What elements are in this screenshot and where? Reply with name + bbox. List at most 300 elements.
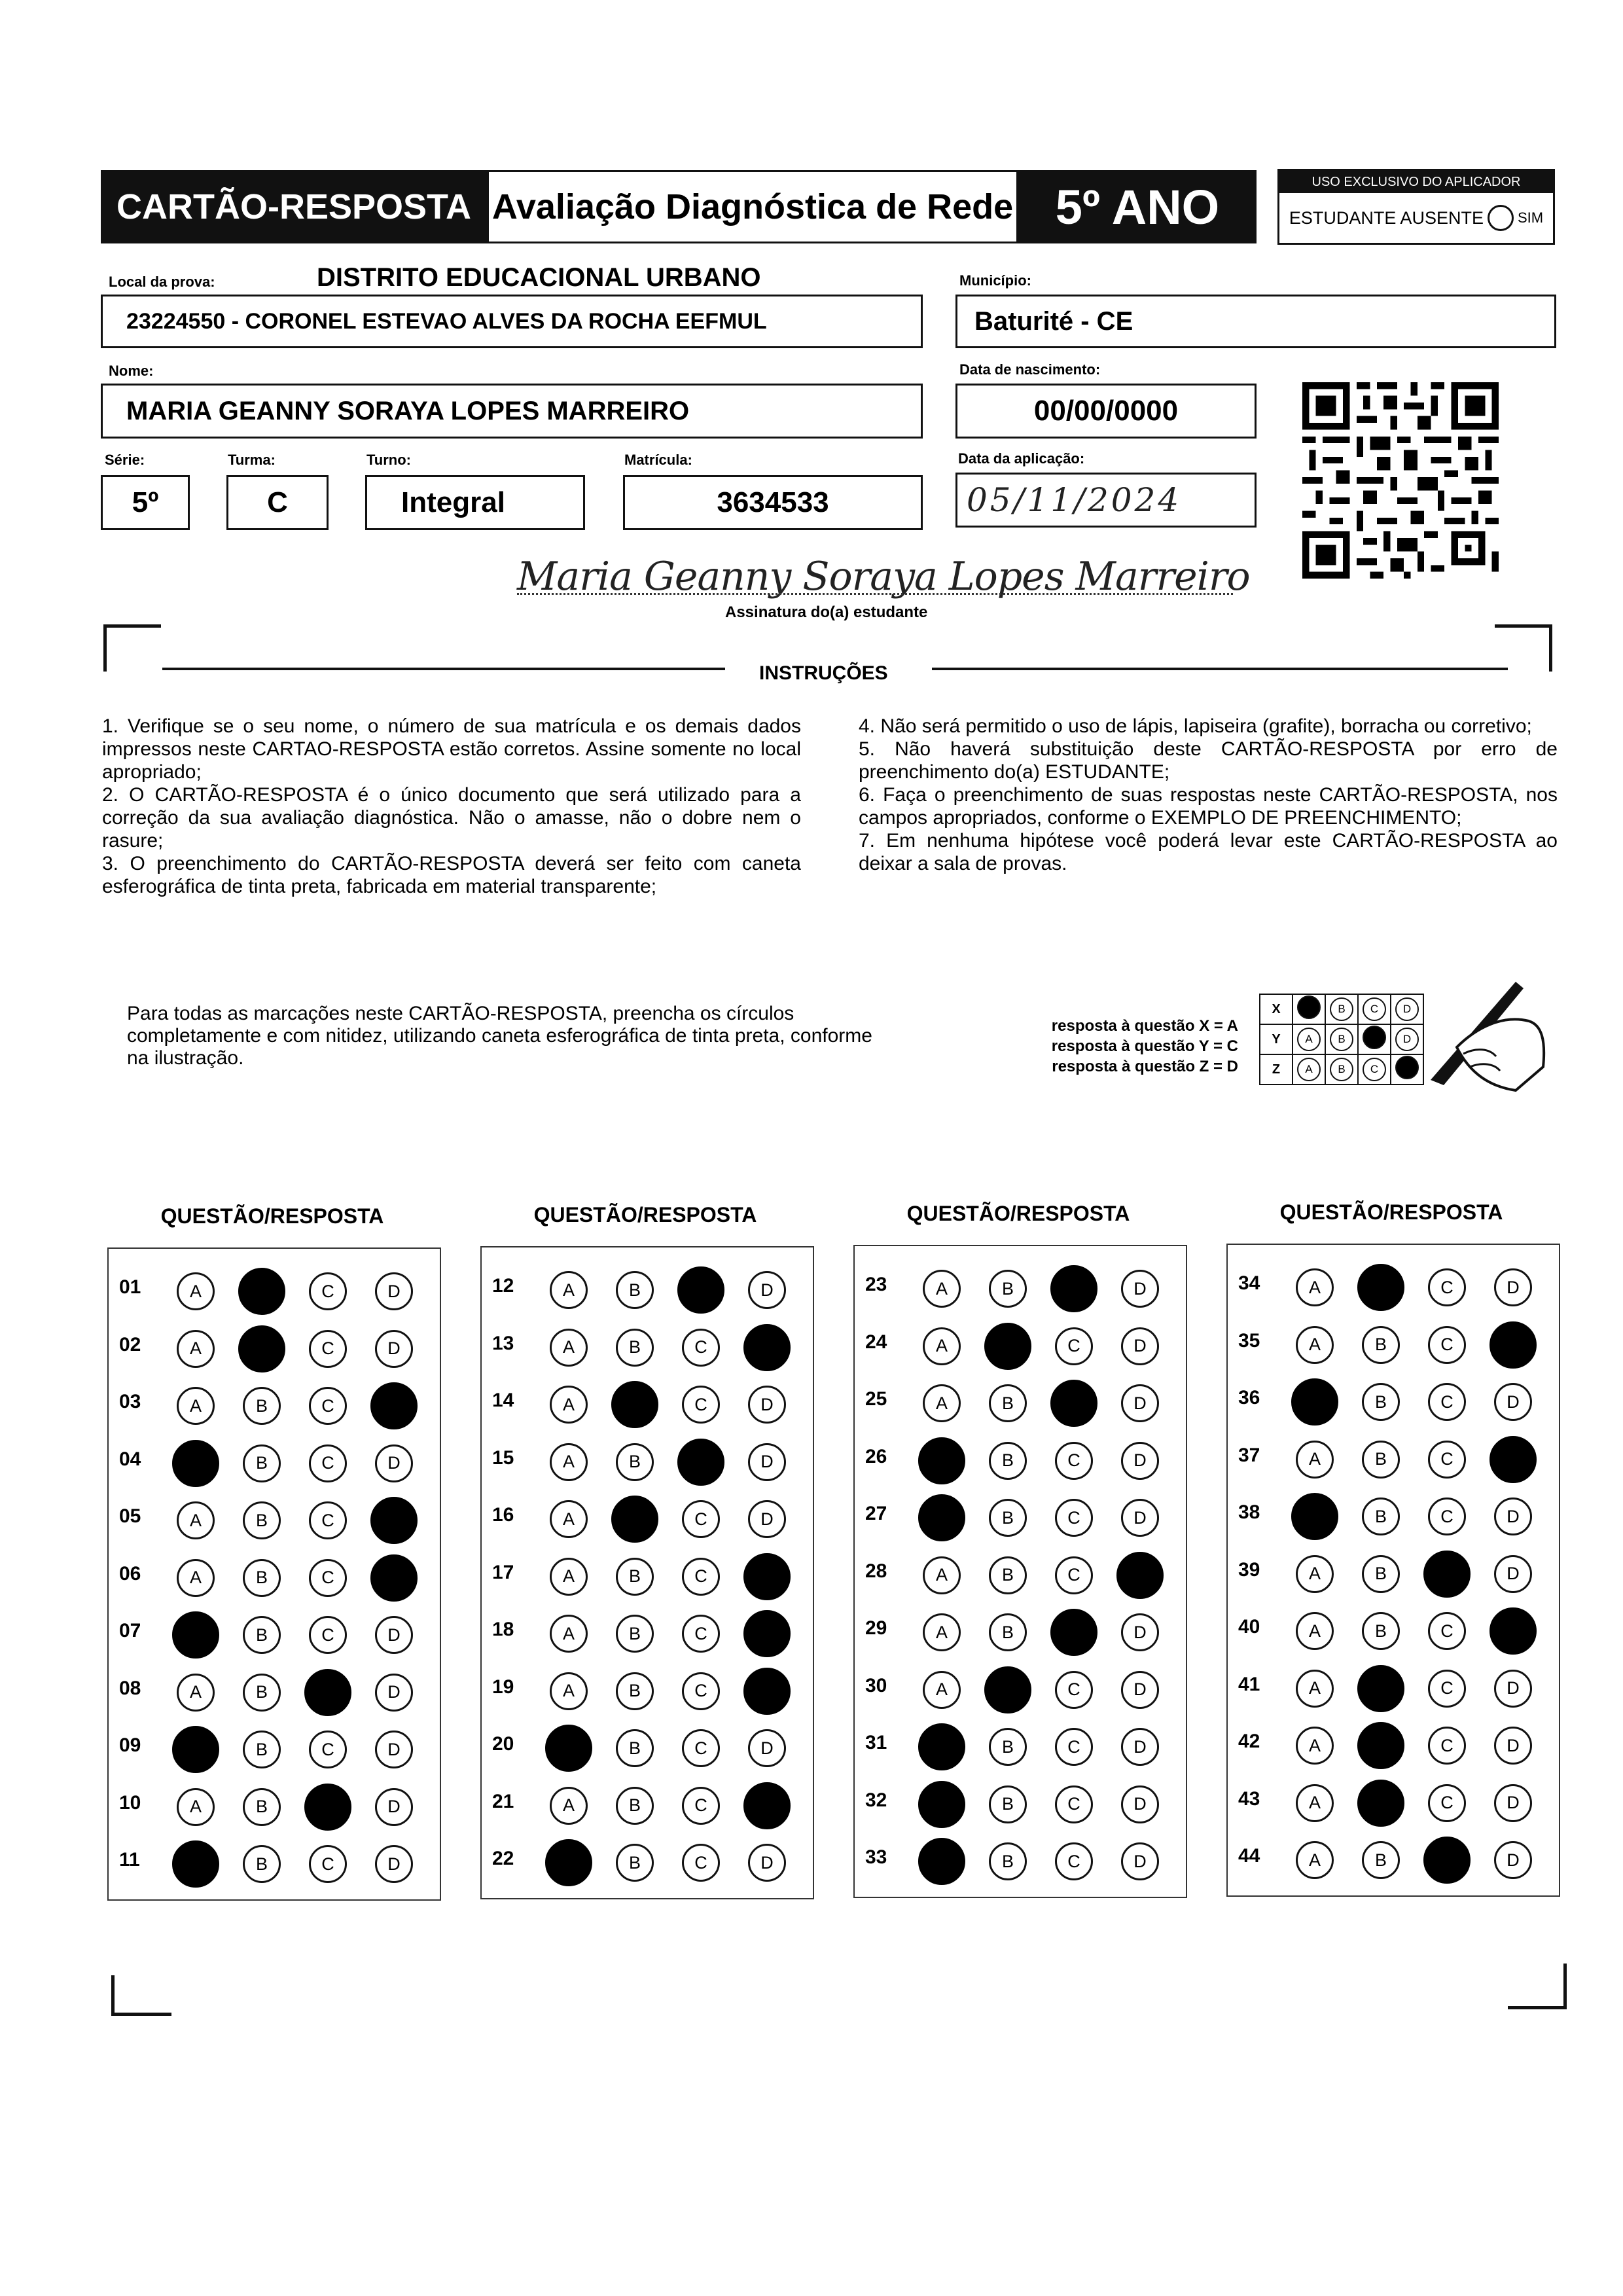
instruction-4: 4. Não será permitido o uso de lápis, lapiseira (grafite), borracha ou corretivo;: [859, 715, 1532, 737]
answer-bubble-d[interactable]: [370, 1382, 418, 1429]
answer-bubble-d[interactable]: D: [748, 1271, 786, 1309]
question-row: [482, 1374, 813, 1430]
answer-bubble-c[interactable]: C: [682, 1329, 720, 1367]
question-row: [109, 1833, 440, 1890]
answer-bubble-a[interactable]: A: [177, 1272, 215, 1310]
answer-bubble-d[interactable]: [370, 1554, 418, 1602]
question-row: [855, 1430, 1186, 1486]
answer-bubble-b[interactable]: B: [989, 1442, 1027, 1480]
example-legend-z: resposta à questão Z = D: [1052, 1058, 1238, 1075]
answer-bubble-c[interactable]: C: [1055, 1442, 1093, 1480]
answer-bubble-b[interactable]: B: [1362, 1498, 1400, 1535]
question-row: [109, 1719, 440, 1775]
answer-bubble-c[interactable]: C: [309, 1272, 347, 1310]
answer-bubble-d[interactable]: D: [375, 1845, 413, 1883]
answer-bubble-b[interactable]: B: [616, 1729, 654, 1767]
turno-label: Turno:: [366, 452, 412, 468]
municipio-field: [955, 295, 1556, 348]
instructions-title: INSTRUÇÕES: [759, 662, 888, 684]
example-legend-x: resposta à questão X = A: [1051, 1017, 1238, 1035]
answer-bubble-a[interactable]: A: [550, 1787, 588, 1825]
answer-bubble-a[interactable]: A: [550, 1386, 588, 1424]
instructions-right: [859, 715, 1558, 875]
answer-bubble-d[interactable]: D: [1121, 1384, 1159, 1422]
answer-bubble-b[interactable]: B: [616, 1329, 654, 1367]
answer-bubble-d[interactable]: [1489, 1607, 1537, 1655]
example-cell: [1325, 1024, 1358, 1054]
answer-bubble-b[interactable]: B: [243, 1845, 281, 1883]
answer-bubble-a[interactable]: [918, 1781, 965, 1828]
answer-bubble-a[interactable]: A: [550, 1615, 588, 1653]
crop-mark-top-left-v: [103, 624, 107, 672]
card-title: CARTÃO-RESPOSTA: [101, 170, 487, 243]
example-row-label: Y: [1260, 1024, 1293, 1054]
answer-bubble-a[interactable]: A: [1296, 1555, 1334, 1593]
matricula-label: Matrícula:: [624, 452, 692, 468]
answer-bubble-a[interactable]: A: [1296, 1326, 1334, 1364]
answer-bubble-d[interactable]: D: [748, 1443, 786, 1481]
answer-bubble-d[interactable]: D: [375, 1272, 413, 1310]
answer-bubble-b[interactable]: [984, 1323, 1031, 1370]
answer-bubble-a[interactable]: A: [1296, 1268, 1334, 1306]
question-number: 33: [865, 1846, 887, 1868]
question-number: 36: [1238, 1387, 1260, 1408]
example-bubble-a: A: [1297, 1028, 1321, 1051]
aplicador-label: USO EXCLUSIVO DO APLICADOR: [1279, 171, 1553, 193]
example-row: [1260, 1054, 1423, 1085]
absent-label: ESTUDANTE AUSENTE: [1289, 207, 1484, 228]
answer-bubble-d[interactable]: D: [375, 1674, 413, 1712]
example-row: [1260, 1024, 1423, 1054]
question-number: 41: [1238, 1673, 1260, 1695]
answer-bubble-b[interactable]: B: [1362, 1555, 1400, 1593]
question-number: 19: [492, 1676, 514, 1698]
answer-bubble-c[interactable]: C: [1428, 1612, 1466, 1650]
answer-bubble-d[interactable]: [743, 1324, 791, 1371]
question-number: 26: [865, 1445, 887, 1467]
question-row: [482, 1546, 813, 1602]
answer-bubble-a[interactable]: A: [550, 1500, 588, 1538]
answer-bubble-c[interactable]: [1423, 1837, 1471, 1884]
answer-bubble-a[interactable]: [172, 1726, 219, 1773]
answer-bubble-d[interactable]: D: [1494, 1670, 1532, 1708]
example-cell: [1358, 1024, 1391, 1054]
answer-bubble-b[interactable]: B: [989, 1384, 1027, 1422]
answers-column-title: QUESTÃO/RESPOSTA: [160, 1204, 384, 1228]
answer-bubble-c[interactable]: C: [682, 1672, 720, 1710]
question-number: 16: [492, 1504, 514, 1526]
answer-bubble-d[interactable]: [743, 1668, 791, 1715]
question-number: 07: [119, 1620, 141, 1641]
question-number: 13: [492, 1332, 514, 1354]
answer-bubble-a[interactable]: [172, 1611, 219, 1659]
answer-bubble-d[interactable]: [743, 1610, 791, 1657]
answer-bubble-b[interactable]: B: [989, 1613, 1027, 1651]
answer-bubble-d[interactable]: D: [1121, 1842, 1159, 1880]
answer-bubble-d[interactable]: D: [748, 1844, 786, 1882]
answer-bubble-c[interactable]: C: [309, 1387, 347, 1425]
answer-bubble-d[interactable]: D: [1121, 1671, 1159, 1709]
answer-bubble-b[interactable]: B: [989, 1556, 1027, 1594]
instruction-1: 1. Verifique se o seu nome, o número de sua matrícula e os demais dados impressos neste CARTAO-RESPOSTA estão corretos. Assine somente no local apropriado;: [102, 715, 801, 783]
question-row: [109, 1776, 440, 1833]
answer-bubble-c[interactable]: C: [309, 1559, 347, 1597]
nome-label: Nome:: [109, 363, 154, 379]
question-row: [1228, 1772, 1559, 1829]
answer-bubble-d[interactable]: [1489, 1436, 1537, 1483]
question-number: 24: [865, 1331, 887, 1353]
answer-bubble-b[interactable]: B: [243, 1501, 281, 1539]
question-number: 05: [119, 1505, 141, 1527]
aplicador-box: [1277, 169, 1555, 245]
answer-bubble-b[interactable]: B: [989, 1785, 1027, 1823]
example-bubble-c: C: [1363, 1058, 1386, 1081]
answer-bubble-c[interactable]: [1050, 1265, 1097, 1312]
answer-bubble-b[interactable]: B: [243, 1616, 281, 1654]
answer-bubble-b[interactable]: B: [243, 1788, 281, 1826]
answer-bubble-b[interactable]: B: [616, 1271, 654, 1309]
answer-bubble-c[interactable]: C: [1428, 1441, 1466, 1479]
answer-bubble-c[interactable]: C: [1055, 1842, 1093, 1880]
question-number: 15: [492, 1446, 514, 1469]
question-number: 42: [1238, 1731, 1260, 1752]
question-number: 28: [865, 1560, 887, 1582]
answer-bubble-a[interactable]: [545, 1725, 592, 1772]
answer-bubble-a[interactable]: A: [177, 1330, 215, 1368]
answer-bubble-b[interactable]: B: [243, 1387, 281, 1425]
turma-field: [226, 475, 329, 530]
question-row: [482, 1832, 813, 1888]
answer-bubble-c[interactable]: [304, 1784, 351, 1831]
answer-bubble-b[interactable]: B: [616, 1558, 654, 1596]
question-row: [855, 1487, 1186, 1543]
question-row: [855, 1316, 1186, 1372]
question-row: [855, 1258, 1186, 1314]
question-row: [855, 1774, 1186, 1830]
crop-mark-bottom-right: [1508, 2006, 1567, 2009]
municipio-label: Município:: [959, 272, 1031, 289]
answer-bubble-b[interactable]: B: [989, 1842, 1027, 1880]
answer-bubble-b[interactable]: B: [1362, 1383, 1400, 1421]
answer-bubble-b[interactable]: B: [616, 1787, 654, 1825]
instructions-rule-left: [162, 668, 725, 670]
question-number: 37: [1238, 1444, 1260, 1466]
answer-bubble-a[interactable]: [1291, 1378, 1338, 1426]
answer-bubble-b[interactable]: B: [243, 1674, 281, 1712]
answer-bubble-a[interactable]: A: [923, 1671, 961, 1709]
answer-bubble-c[interactable]: C: [1055, 1671, 1093, 1709]
answer-bubble-b[interactable]: [1357, 1780, 1404, 1827]
answer-bubble-a[interactable]: A: [923, 1556, 961, 1594]
answer-bubble-b[interactable]: B: [616, 1443, 654, 1481]
answer-bubble-a[interactable]: A: [1296, 1612, 1334, 1650]
answer-bubble-b[interactable]: B: [243, 1731, 281, 1768]
example-bubble-a: A: [1297, 1058, 1321, 1081]
local-label: Local da prova:: [109, 274, 215, 290]
answer-bubble-c[interactable]: C: [1428, 1268, 1466, 1306]
answer-bubble-d[interactable]: D: [375, 1444, 413, 1482]
answer-bubble-c[interactable]: C: [682, 1615, 720, 1653]
answer-bubble-a[interactable]: A: [1296, 1784, 1334, 1822]
hand-pen-icon: [1418, 975, 1548, 1093]
answer-bubble-c[interactable]: C: [1055, 1556, 1093, 1594]
serie-value: 5º: [132, 486, 159, 518]
answer-bubble-a[interactable]: A: [1296, 1841, 1334, 1879]
answer-bubble-a[interactable]: A: [923, 1327, 961, 1365]
question-number: 03: [119, 1391, 141, 1412]
answer-bubble-a[interactable]: A: [923, 1270, 961, 1308]
answer-bubble-d[interactable]: D: [375, 1330, 413, 1368]
answer-bubble-b[interactable]: [984, 1666, 1031, 1713]
answer-bubble-c[interactable]: C: [682, 1558, 720, 1596]
answer-bubble-b[interactable]: [611, 1496, 658, 1543]
absent-option: SIM: [1517, 209, 1544, 226]
answer-bubble-d[interactable]: D: [1494, 1784, 1532, 1822]
answer-bubble-d[interactable]: D: [375, 1731, 413, 1768]
answer-bubble-d[interactable]: [743, 1553, 791, 1600]
answer-bubble-a[interactable]: A: [177, 1788, 215, 1826]
answer-bubble-b[interactable]: [1357, 1722, 1404, 1769]
question-number: 11: [119, 1849, 140, 1871]
answer-bubble-a[interactable]: [918, 1494, 965, 1541]
answer-bubble-c[interactable]: C: [1428, 1498, 1466, 1535]
answer-bubble-a[interactable]: A: [550, 1672, 588, 1710]
answer-bubble-b[interactable]: B: [989, 1728, 1027, 1766]
answer-bubble-a[interactable]: A: [177, 1501, 215, 1539]
answer-bubble-d[interactable]: D: [1494, 1841, 1532, 1879]
answer-bubble-d[interactable]: D: [748, 1386, 786, 1424]
answer-bubble-c[interactable]: C: [309, 1731, 347, 1768]
answer-bubble-c[interactable]: C: [309, 1616, 347, 1654]
answer-bubble-d[interactable]: D: [375, 1788, 413, 1826]
question-row: [1228, 1600, 1559, 1657]
answer-bubble-d[interactable]: D: [1121, 1785, 1159, 1823]
answer-bubble-c[interactable]: C: [309, 1501, 347, 1539]
question-number: 04: [119, 1448, 141, 1470]
answer-bubble-a[interactable]: A: [550, 1271, 588, 1309]
answer-bubble-d[interactable]: [370, 1497, 418, 1544]
question-row: [855, 1659, 1186, 1715]
question-row: [109, 1261, 440, 1317]
question-row: [482, 1317, 813, 1373]
instruction-5: 5. Não haverá substituição deste CARTÃO-RESPOSTA por erro de preenchimento do(a) ESTUDANTE;: [859, 738, 1558, 783]
example-bubble-b: B: [1330, 1028, 1353, 1051]
answer-bubble-b[interactable]: B: [1362, 1441, 1400, 1479]
school-value: 23224550 - CORONEL ESTEVAO ALVES DA ROCHA EEFMUL: [126, 308, 767, 334]
answer-bubble-d[interactable]: D: [1121, 1613, 1159, 1651]
question-row: [855, 1831, 1186, 1887]
instructions-left: [102, 715, 801, 898]
crop-mark-bottom-right-v: [1563, 1964, 1567, 2009]
answer-bubble-b[interactable]: B: [616, 1615, 654, 1653]
answer-bubble-c[interactable]: C: [682, 1787, 720, 1825]
example-cell: [1325, 1054, 1358, 1085]
answers-column-title: QUESTÃO/RESPOSTA: [533, 1203, 757, 1227]
answer-bubble-c[interactable]: C: [1055, 1728, 1093, 1766]
example-table: [1259, 994, 1424, 1085]
answer-bubble-b[interactable]: B: [243, 1559, 281, 1597]
answer-bubble-d[interactable]: D: [1494, 1383, 1532, 1421]
answer-bubble-d[interactable]: D: [1494, 1268, 1532, 1306]
answer-bubble-d[interactable]: D: [1121, 1327, 1159, 1365]
answer-bubble-d[interactable]: [1116, 1552, 1164, 1599]
answer-bubble-c[interactable]: C: [682, 1500, 720, 1538]
answer-bubble-d[interactable]: D: [1494, 1555, 1532, 1593]
answer-bubble-a[interactable]: A: [923, 1613, 961, 1651]
answer-bubble-a[interactable]: [1291, 1493, 1338, 1540]
question-row: [855, 1372, 1186, 1429]
answer-bubble-b[interactable]: B: [1362, 1841, 1400, 1879]
matricula-value: 3634533: [717, 486, 829, 518]
instruction-3: 3. O preenchimento do CARTÃO-RESPOSTA deverá ser feito com caneta esferográfica de tinta preta, fabricada em material transparente;: [102, 853, 801, 897]
matricula-field: [623, 475, 923, 530]
crop-mark-bottom-left-v: [111, 1975, 115, 2016]
answer-bubble-c[interactable]: C: [1428, 1784, 1466, 1822]
answer-bubble-c[interactable]: C: [1428, 1670, 1466, 1708]
example-row: [1260, 994, 1423, 1024]
answer-bubble-d[interactable]: D: [1121, 1499, 1159, 1537]
example-bubble-c: [1363, 1026, 1386, 1049]
question-number: 02: [119, 1333, 141, 1355]
answer-bubble-a[interactable]: [918, 1838, 965, 1885]
answer-bubble-c[interactable]: C: [682, 1844, 720, 1882]
answer-bubble-c[interactable]: [1050, 1380, 1097, 1427]
answer-bubble-b[interactable]: B: [616, 1844, 654, 1882]
answer-bubble-a[interactable]: A: [1296, 1727, 1334, 1765]
question-number: 18: [492, 1619, 514, 1640]
instruction-2: 2. O CARTÃO-RESPOSTA é o único documento que será utilizado para a correção da sua avaliação diagnóstica. Não o amasse, não o dobre nem o rasure;: [102, 784, 801, 852]
answer-bubble-b[interactable]: B: [616, 1672, 654, 1710]
question-row: [482, 1717, 813, 1774]
answer-bubble-b[interactable]: B: [1362, 1326, 1400, 1364]
answer-bubble-a[interactable]: A: [550, 1329, 588, 1367]
answer-bubble-d[interactable]: D: [748, 1500, 786, 1538]
question-number: 40: [1238, 1616, 1260, 1638]
answer-bubble-b[interactable]: [238, 1325, 285, 1372]
answer-bubble-d[interactable]: D: [1494, 1498, 1532, 1535]
question-number: 14: [492, 1390, 514, 1411]
question-row: [1228, 1371, 1559, 1427]
answer-bubble-c[interactable]: [1423, 1551, 1471, 1598]
answer-bubble-d[interactable]: D: [1121, 1270, 1159, 1308]
qr-code-icon: [1302, 382, 1499, 579]
question-number: 08: [119, 1677, 141, 1699]
question-row: [855, 1545, 1186, 1601]
question-number: 01: [119, 1276, 141, 1298]
answers-column-title: QUESTÃO/RESPOSTA: [906, 1202, 1130, 1225]
fill-note: Para todas as marcações neste CARTÃO-RESPOSTA, preencha os círculos completamente e com nitidez, utilizando caneta esferográfica de tinta preta, conforme na ilustração.: [127, 1003, 872, 1069]
answer-bubble-c[interactable]: C: [1055, 1785, 1093, 1823]
answer-bubble-d[interactable]: [1489, 1321, 1537, 1369]
answer-bubble-b[interactable]: [238, 1268, 285, 1315]
answer-bubble-b[interactable]: [1357, 1264, 1404, 1311]
answer-bubble-c[interactable]: [1050, 1609, 1097, 1656]
answer-bubble-c[interactable]: C: [309, 1330, 347, 1368]
answer-bubble-c[interactable]: C: [1428, 1326, 1466, 1364]
answer-bubble-c[interactable]: C: [309, 1845, 347, 1883]
question-number: 23: [865, 1274, 887, 1295]
question-row: [1228, 1829, 1559, 1886]
question-row: [109, 1490, 440, 1546]
answer-bubble-c[interactable]: C: [1428, 1383, 1466, 1421]
answer-bubble-d[interactable]: D: [748, 1729, 786, 1767]
question-row: [109, 1662, 440, 1718]
answer-bubble-a[interactable]: A: [177, 1387, 215, 1425]
question-number: 43: [1238, 1787, 1260, 1810]
question-row: [1228, 1429, 1559, 1485]
answer-bubble-a[interactable]: A: [550, 1558, 588, 1596]
answer-bubble-c[interactable]: C: [1428, 1727, 1466, 1765]
answer-bubble-a[interactable]: A: [923, 1384, 961, 1422]
answer-bubble-c[interactable]: [304, 1669, 351, 1716]
answer-bubble-a[interactable]: [545, 1839, 592, 1886]
answer-bubble-b[interactable]: [611, 1381, 658, 1428]
answer-bubble-a[interactable]: A: [177, 1559, 215, 1597]
nascimento-label: Data de nascimento:: [959, 361, 1101, 378]
answer-bubble-d[interactable]: D: [1121, 1728, 1159, 1766]
question-number: 44: [1238, 1845, 1260, 1867]
answer-bubble-a[interactable]: A: [550, 1443, 588, 1481]
example-bubble-b: B: [1330, 997, 1353, 1021]
answer-bubble-c[interactable]: C: [309, 1444, 347, 1482]
answer-bubble-b[interactable]: B: [1362, 1612, 1400, 1650]
nascimento-field: [955, 384, 1257, 439]
question-number: 27: [865, 1503, 887, 1524]
turno-value: Integral: [401, 486, 505, 518]
answer-bubble-a[interactable]: A: [1296, 1670, 1334, 1708]
question-row: [482, 1488, 813, 1545]
question-row: [482, 1259, 813, 1316]
answer-bubble-b[interactable]: B: [989, 1499, 1027, 1537]
question-row: [109, 1604, 440, 1660]
question-number: 38: [1238, 1501, 1260, 1523]
aplicacao-label: Data da aplicação:: [958, 450, 1085, 467]
answer-bubble-a[interactable]: [918, 1723, 965, 1770]
answer-bubble-a[interactable]: [172, 1440, 219, 1487]
grade-label: 5º ANO: [1018, 170, 1257, 243]
answer-bubble-a[interactable]: [918, 1437, 965, 1484]
answer-bubble-b[interactable]: B: [243, 1444, 281, 1482]
answer-bubble-b[interactable]: [1357, 1665, 1404, 1712]
answer-bubble-c[interactable]: [677, 1266, 724, 1314]
answer-bubble-d[interactable]: D: [375, 1616, 413, 1654]
example-bubble-d: [1395, 1056, 1419, 1079]
answer-bubble-d[interactable]: [743, 1782, 791, 1829]
answers-column-title: QUESTÃO/RESPOSTA: [1279, 1200, 1503, 1224]
crop-mark-top-right: [1495, 624, 1552, 628]
answer-bubble-a[interactable]: [172, 1840, 219, 1888]
answer-bubble-b[interactable]: B: [989, 1270, 1027, 1308]
crop-mark-top-right-v: [1549, 624, 1552, 672]
answer-bubble-c[interactable]: C: [682, 1386, 720, 1424]
absent-bubble[interactable]: [1488, 205, 1514, 231]
answer-bubble-c[interactable]: C: [1055, 1327, 1093, 1365]
answer-bubble-c[interactable]: C: [682, 1729, 720, 1767]
question-number: 30: [865, 1674, 887, 1696]
aplicacao-value: 05/11/2024: [967, 481, 1182, 519]
answer-bubble-a[interactable]: A: [1296, 1441, 1334, 1479]
answers-column: [107, 1247, 441, 1901]
answer-bubble-d[interactable]: D: [1121, 1442, 1159, 1480]
answer-bubble-d[interactable]: D: [1494, 1727, 1532, 1765]
example-bubble-b: B: [1330, 1058, 1353, 1081]
answer-bubble-a[interactable]: A: [177, 1674, 215, 1712]
question-row: [1228, 1486, 1559, 1542]
answer-bubble-c[interactable]: [677, 1439, 724, 1486]
answer-bubble-c[interactable]: C: [1055, 1499, 1093, 1537]
nome-value: MARIA GEANNY SORAYA LOPES MARREIRO: [126, 396, 690, 425]
turma-value: C: [267, 486, 288, 518]
